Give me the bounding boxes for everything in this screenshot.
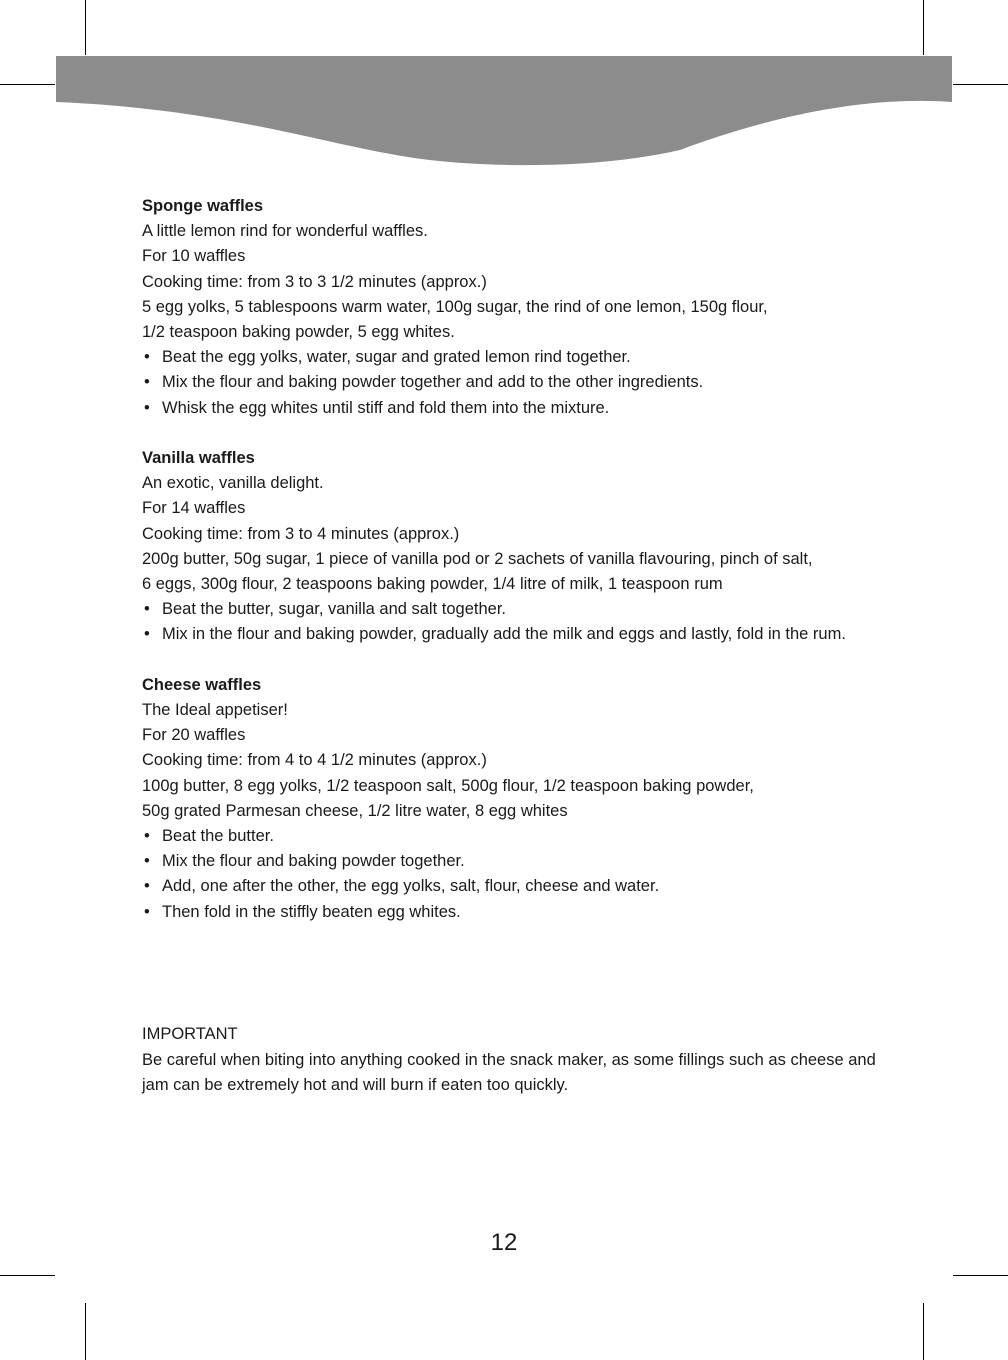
crop-mark [0, 1275, 55, 1276]
recipe-step-text: Add, one after the other, the egg yolks, salt, flour, cheese and water. [162, 877, 660, 896]
recipe-tagline: The Ideal appetiser! [142, 701, 288, 720]
recipe-step [142, 370, 882, 395]
bullet-icon: • [144, 877, 150, 896]
recipe-yield: For 20 waffles [142, 726, 246, 745]
recipe-content [142, 194, 882, 950]
recipe-cooking-time: Cooking time: from 4 to 4 1/2 minutes (approx.) [142, 751, 487, 770]
recipe-step-text: Beat the butter, sugar, vanilla and salt together. [162, 600, 506, 619]
recipe-yield: For 10 waffles [142, 247, 246, 266]
bullet-icon: • [144, 373, 150, 392]
recipe-yield: For 14 waffles [142, 499, 246, 518]
recipe-step-text: Mix the flour and baking powder together. [162, 852, 465, 871]
crop-mark [923, 1303, 924, 1360]
important-text: Be careful when biting into anything cooked in the snack maker, as some fillings such as cheese and jam can be extremely hot and will burn if eaten too quickly. [142, 1050, 876, 1094]
recipe-steps [142, 824, 882, 925]
recipe-ingredients-line: 6 eggs, 300g flour, 2 teaspoons baking powder, 1/4 litre of milk, 1 teaspoon rum [142, 575, 723, 594]
header-band [0, 0, 1008, 200]
recipe-step [142, 824, 882, 849]
recipe-step [142, 849, 882, 874]
recipe-step [142, 900, 882, 925]
recipe-ingredients-line: 1/2 teaspoon baking powder, 5 egg whites. [142, 323, 455, 342]
recipe-step-text: Mix in the flour and baking powder, gradually add the milk and eggs and lastly, fold in the rum. [162, 625, 846, 644]
recipe-ingredients-line: 200g butter, 50g sugar, 1 piece of vanilla pod or 2 sachets of vanilla flavouring, pinch of salt, [142, 549, 813, 568]
recipe-ingredients-line: 100g butter, 8 egg yolks, 1/2 teaspoon salt, 500g flour, 1/2 teaspoon baking powder, [142, 776, 754, 795]
recipe-step-text: Beat the butter. [162, 827, 274, 846]
recipe-step [142, 345, 882, 370]
important-heading: IMPORTANT [142, 1025, 238, 1043]
recipe-tagline: A little lemon rind for wonderful waffles. [142, 222, 428, 241]
recipe-cooking-time: Cooking time: from 3 to 3 1/2 minutes (approx.) [142, 272, 487, 291]
bullet-icon: • [144, 827, 150, 846]
header-band-shape [56, 56, 952, 165]
crop-mark [953, 1275, 1008, 1276]
recipe-step [142, 874, 882, 899]
recipe-steps [142, 597, 882, 647]
recipe-cooking-time: Cooking time: from 3 to 4 minutes (approx.) [142, 524, 460, 543]
recipe-steps [142, 345, 882, 421]
important-note [142, 1022, 882, 1099]
recipe-tagline: An exotic, vanilla delight. [142, 474, 324, 493]
recipe-vanilla-waffles [142, 446, 882, 648]
recipe-ingredients-line: 5 egg yolks, 5 tablespoons warm water, 100g sugar, the rind of one lemon, 150g flour, [142, 297, 768, 316]
page-number: 12 [490, 1229, 518, 1256]
recipe-title: Cheese waffles [142, 675, 262, 694]
bullet-icon: • [144, 398, 150, 417]
bullet-icon: • [144, 625, 150, 644]
recipe-step-text: Beat the egg yolks, water, sugar and grated lemon rind together. [162, 348, 631, 367]
recipe-step-text: Then fold in the stiffly beaten egg whites. [162, 902, 461, 921]
bullet-icon: • [144, 348, 150, 367]
recipe-title: Vanilla waffles [142, 449, 255, 468]
recipe-step-text: Whisk the egg whites until stiff and fold them into the mixture. [162, 398, 610, 417]
recipe-step [142, 622, 882, 647]
bullet-icon: • [144, 600, 150, 619]
bullet-icon: • [144, 852, 150, 871]
recipe-step [142, 396, 882, 421]
recipe-title: Sponge waffles [142, 197, 264, 215]
bullet-icon: • [144, 902, 150, 921]
recipe-cheese-waffles [142, 673, 882, 925]
recipe-sponge-waffles [142, 194, 882, 421]
recipe-step [142, 597, 882, 622]
crop-mark [85, 1303, 86, 1360]
recipe-ingredients-line: 50g grated Parmesan cheese, 1/2 litre water, 8 egg whites [142, 801, 568, 820]
recipe-step-text: Mix the flour and baking powder together and add to the other ingredients. [162, 373, 704, 392]
